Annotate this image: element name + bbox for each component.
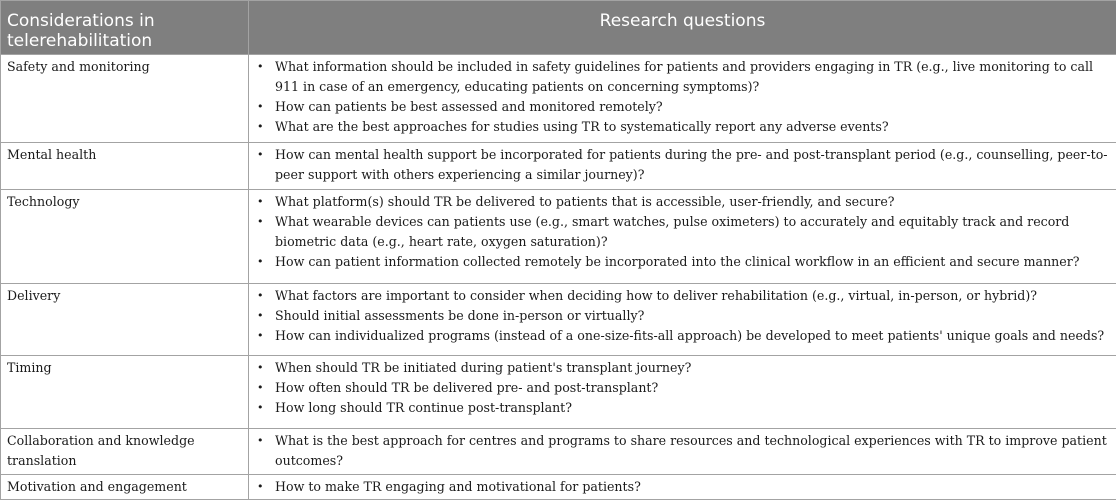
research-questions-cell xyxy=(249,143,1116,190)
question-item: • What information should be included in safety guidelines for patients and providers engaging in TR (e.g., live monitoring to call 911 in case of an emergency, educating patients on concerning symptoms)? xyxy=(255,57,1112,97)
research-questions-cell xyxy=(249,55,1116,143)
question-item: • How to make TR engaging and motivational for patients? xyxy=(255,477,1112,497)
table-row xyxy=(1,190,1116,284)
research-questions-cell xyxy=(249,428,1116,475)
consideration-cell: Mental health xyxy=(1,143,249,190)
consideration-cell: Timing xyxy=(1,356,249,428)
header-research-questions: Research questions xyxy=(249,1,1116,55)
research-questions-cell xyxy=(249,356,1116,428)
table-row xyxy=(1,283,1116,355)
question-list xyxy=(255,286,1112,346)
table-row xyxy=(1,475,1116,500)
table-row xyxy=(1,428,1116,475)
question-item: • When should TR be initiated during patient's transplant journey? xyxy=(255,358,1112,378)
table-body xyxy=(1,55,1116,500)
consideration-cell: Collaboration and knowledge translation xyxy=(1,428,249,475)
question-list xyxy=(255,192,1112,272)
question-item: • What platform(s) should TR be delivered to patients that is accessible, user-friendly, and secure? xyxy=(255,192,1112,212)
question-item: • What factors are important to consider when deciding how to deliver rehabilitation (e.g., virtual, in-person, or hybrid)? xyxy=(255,286,1112,306)
table-row xyxy=(1,55,1116,143)
question-list xyxy=(255,477,1112,497)
header-considerations: Considerations in telerehabilitation xyxy=(1,1,249,55)
question-item: • What is the best approach for centres and programs to share resources and technological experiences with TR to improve patient outcomes? xyxy=(255,431,1112,471)
consideration-cell: Technology xyxy=(1,190,249,284)
question-item: • How long should TR continue post-transplant? xyxy=(255,398,1112,418)
question-item: • What wearable devices can patients use (e.g., smart watches, pulse oximeters) to accurately and equitably track and record biometric data (e.g., heart rate, oxygen saturation)? xyxy=(255,212,1112,252)
question-item: • Should initial assessments be done in-person or virtually? xyxy=(255,306,1112,326)
question-item: • How can individualized programs (instead of a one-size-fits-all approach) be developed to meet patients' unique goals and needs? xyxy=(255,326,1112,346)
question-item: • What are the best approaches for studies using TR to systematically report any adverse events? xyxy=(255,117,1112,137)
research-questions-cell xyxy=(249,190,1116,284)
table-row xyxy=(1,356,1116,428)
question-list xyxy=(255,57,1112,137)
consideration-cell: Delivery xyxy=(1,283,249,355)
question-list xyxy=(255,358,1112,418)
question-item: • How can patients be best assessed and monitored remotely? xyxy=(255,97,1112,117)
question-list xyxy=(255,145,1112,185)
consideration-cell: Safety and monitoring xyxy=(1,55,249,143)
question-list xyxy=(255,431,1112,471)
consideration-cell: Motivation and engagement xyxy=(1,475,249,500)
research-questions-cell xyxy=(249,283,1116,355)
question-item: • How can mental health support be incorporated for patients during the pre- and post-transplant period (e.g., counselling, peer-to-peer support with others experiencing a similar journey)? xyxy=(255,145,1112,185)
header-row xyxy=(1,1,1116,55)
question-item: • How can patient information collected remotely be incorporated into the clinical workflow in an efficient and secure manner? xyxy=(255,252,1112,272)
question-item: • How often should TR be delivered pre- and post-transplant? xyxy=(255,378,1112,398)
research-questions-cell xyxy=(249,475,1116,500)
table-row xyxy=(1,143,1116,190)
